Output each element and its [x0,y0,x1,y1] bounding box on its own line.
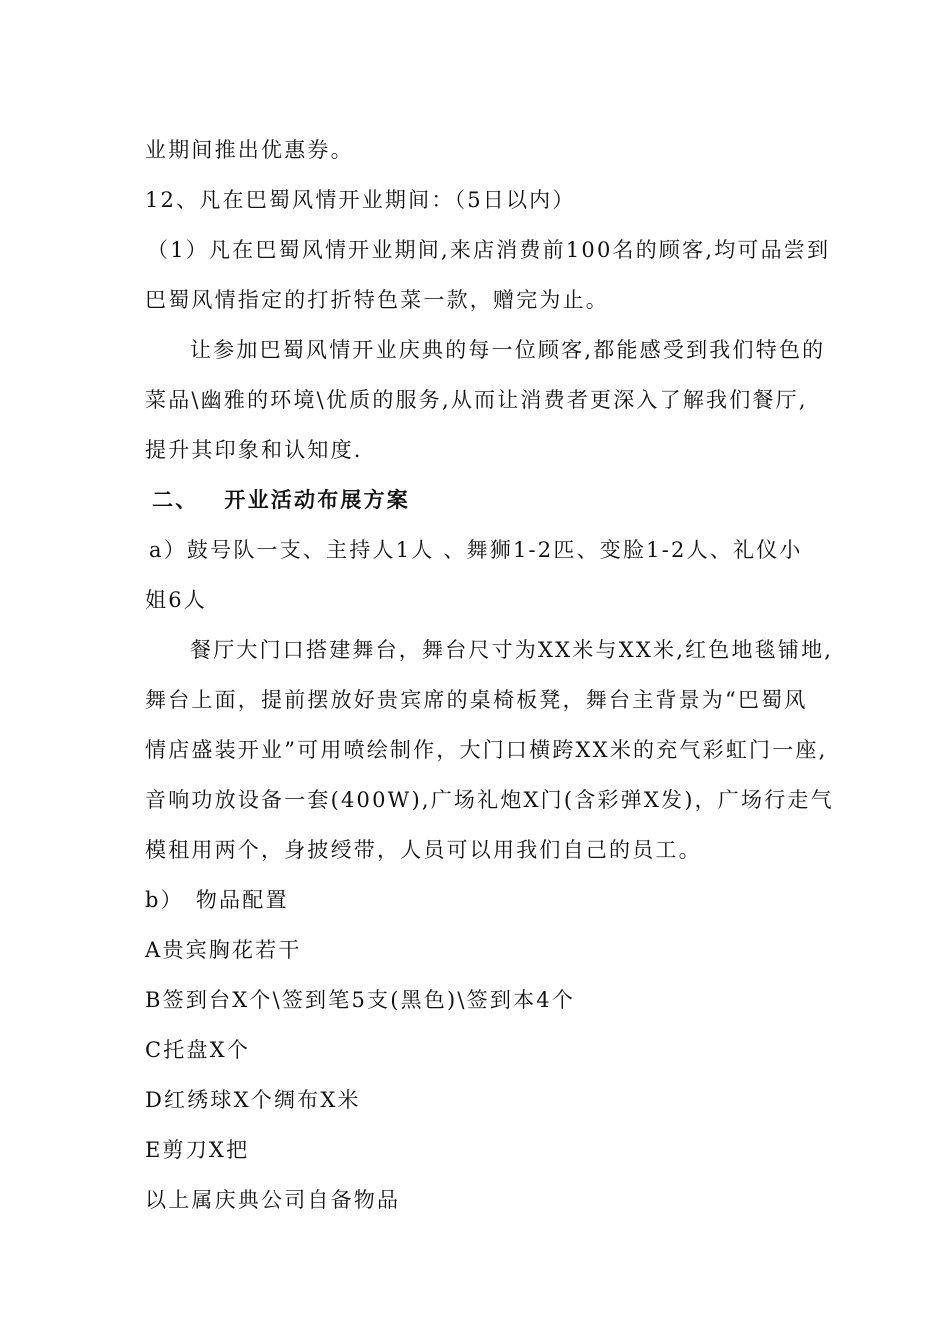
item-b-label: 物品配置 [195,888,289,912]
text-line-7: 提升其印象和认知度. [145,438,363,462]
text-line-11: 舞台上面，提前摆放好贵宾席的桌椅板凳，舞台主背景为“巴蜀风 [145,688,808,712]
text-line-14: 模租用两个，身披绶带，人员可以用我们自己的员工。 [145,838,702,862]
text-line-10: 餐厅大门口搭建舞台，舞台尺寸为XX米与XX米,红色地毯铺地, [190,638,834,662]
list-item-b: B签到台X个\签到笔5支(黑色)\签到本4个 [145,988,576,1012]
list-item-d: D红绣球X个绸布X米 [145,1088,361,1112]
section-title: 开业活动布展方案 [224,488,411,512]
text-line-12: 情店盛装开业”可用喷绘制作，大门口横跨XX米的充气彩虹门一座, [145,738,828,762]
text-line-last: 以上属庆典公司自备物品 [145,1188,401,1212]
text-line-8: a）鼓号队一支、主持人1人 、舞狮1-2匹、变脸1-2人、礼仪小 [149,538,803,562]
item-b [145,886,289,914]
text-line-1: 业期间推出优惠券。 [145,138,354,162]
list-item-c: C托盘X个 [145,1038,251,1062]
list-item-e: E剪刀X把 [145,1138,250,1162]
section-heading [152,486,410,514]
text-line-6: 菜品\幽雅的环境\优质的服务,从而让消费者更深入了解我们餐厅, [145,388,808,412]
text-line-9: 姐6人 [145,588,207,612]
section-number: 二、 [152,488,199,512]
text-line-5: 让参加巴蜀风情开业庆典的每一位顾客,都能感受到我们特色的 [190,338,826,362]
item-b-marker: b） [145,888,184,912]
text-line-2: 12、凡在巴蜀风情开业期间：（5日以内） [145,188,576,212]
list-item-a: A贵宾胸花若干 [145,938,302,962]
text-line-3: （1）凡在巴蜀风情开业期间,来店消费前100名的顾客,均可品尝到 [147,238,831,262]
text-line-4: 巴蜀风情指定的打折特色菜一款，赠完为止。 [145,288,609,312]
text-line-13: 音响功放设备一套(400W),广场礼炮X门(含彩弹X发)，广场行走气 [145,788,834,812]
